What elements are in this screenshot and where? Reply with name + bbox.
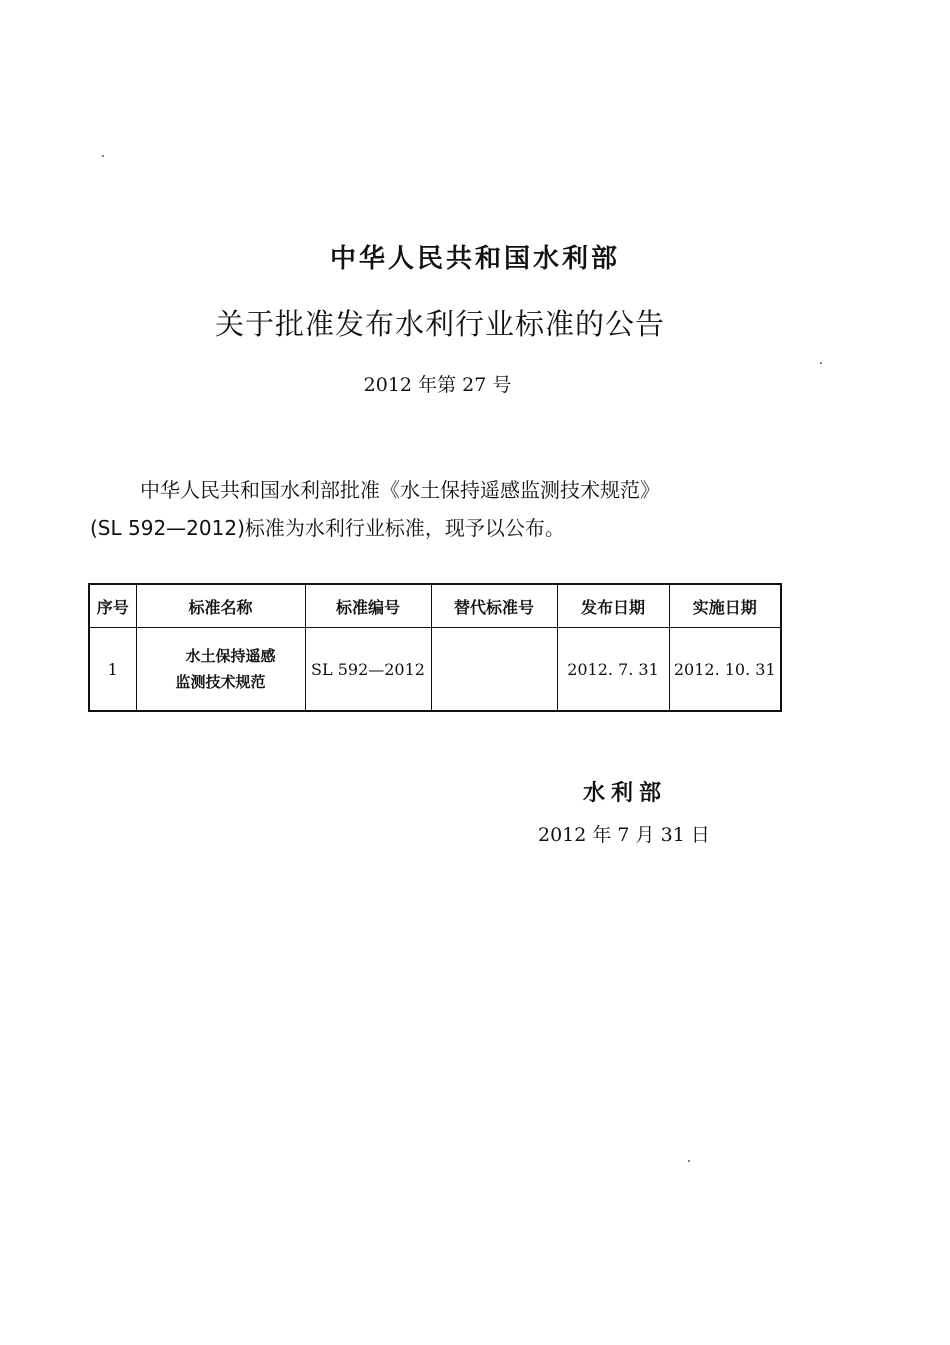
col-header-published: 发布日期 [557, 584, 669, 628]
table-header-row [89, 584, 781, 628]
issuer-heading: 中华人民共和国水利部 [329, 244, 620, 274]
col-header-code: 标准编号 [305, 584, 431, 628]
cell-replaces [431, 628, 557, 712]
document-number: 2012 年第 27 号 [363, 374, 512, 396]
col-header-name: 标准名称 [136, 584, 305, 628]
cell-standard-code: SL 592—2012 [305, 628, 431, 712]
cell-standard-name-line-1: 水土保持遥感 [185, 647, 276, 665]
cell-standard-name [136, 628, 305, 712]
table-row [89, 628, 781, 712]
scan-speck [688, 1160, 690, 1162]
announcement-title: 关于批准发布水利行业标准的公告 [214, 307, 665, 341]
standards-table [88, 583, 782, 712]
cell-standard-name-line-2: 监测技术规范 [175, 673, 266, 691]
col-header-index: 序号 [89, 584, 136, 628]
cell-index: 1 [89, 628, 136, 712]
signer: 水利部 [583, 781, 668, 806]
scan-speck [820, 362, 822, 364]
col-header-effective: 实施日期 [669, 584, 781, 628]
cell-published-date: 2012. 7. 31 [557, 628, 669, 712]
scan-speck [102, 155, 104, 157]
col-header-replaces: 替代标准号 [431, 584, 557, 628]
body-paragraph-line-1: 中华人民共和国水利部批准《水土保持遥感监测技术规范》 [140, 478, 660, 502]
signature-date: 2012 年 7 月 31 日 [538, 824, 710, 846]
cell-effective-date: 2012. 10. 31 [669, 628, 781, 712]
body-paragraph-line-2: (SL 592—2012)标准为水利行业标准，现予以公布。 [90, 516, 565, 540]
